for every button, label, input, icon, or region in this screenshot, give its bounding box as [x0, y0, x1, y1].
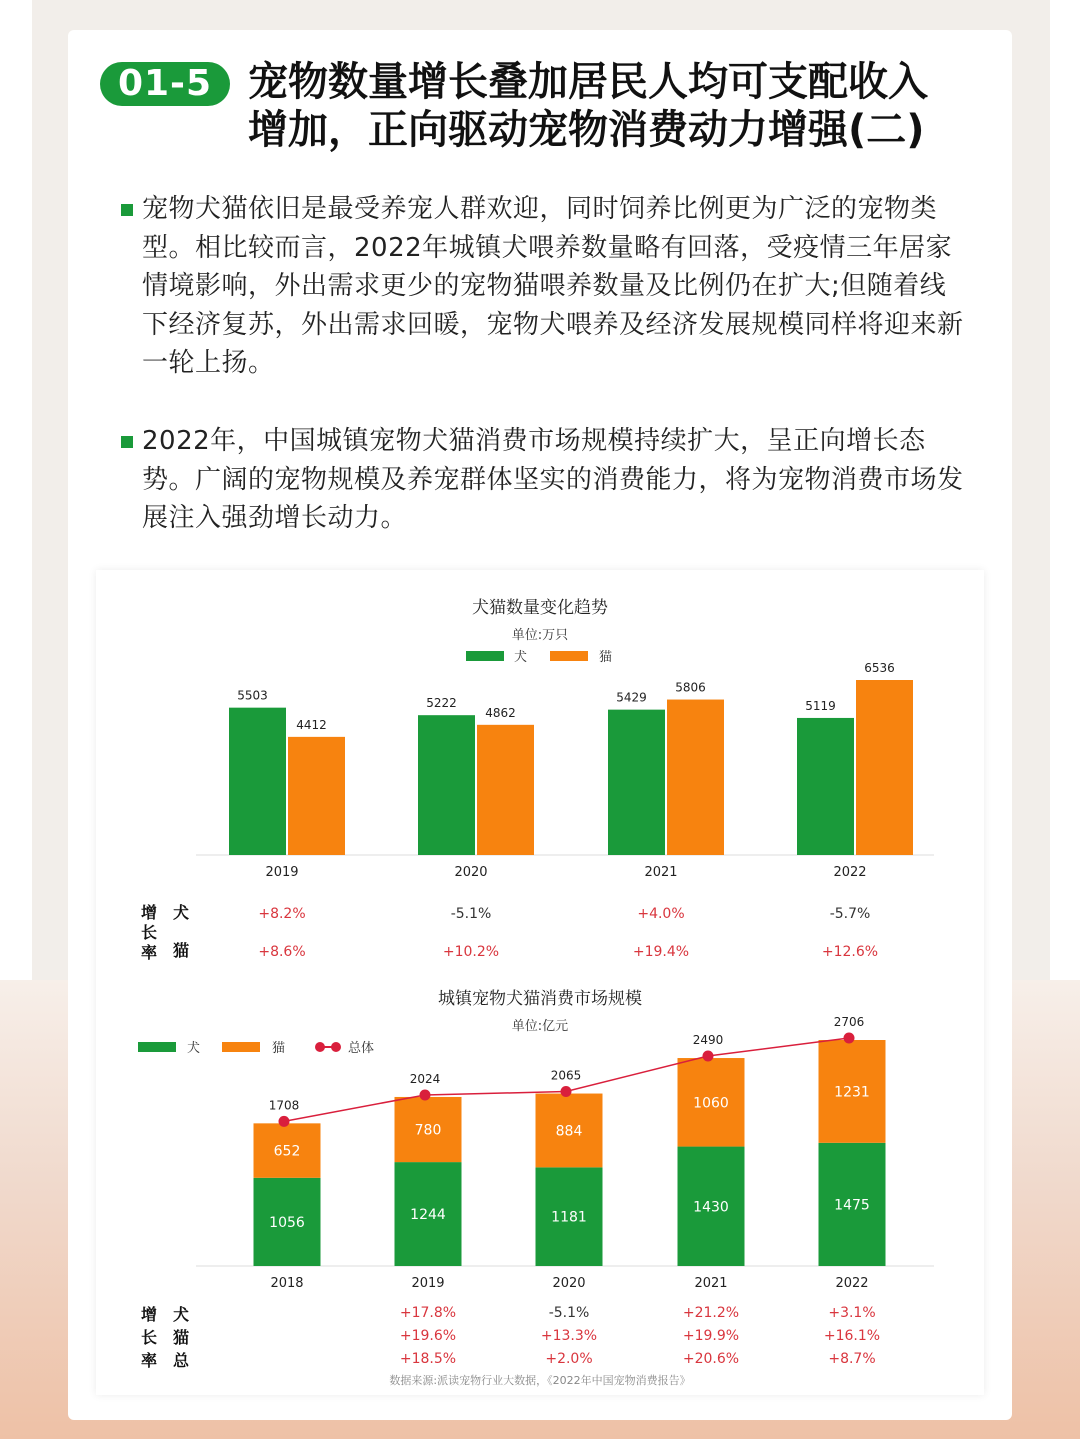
- chart2-value-total-2018: 1708: [268, 1098, 300, 1113]
- chart2-growth-dog-2021: +21.2%: [682, 1305, 740, 1321]
- chart2-legend-dog-label: 犬: [187, 1041, 201, 1056]
- chart1-growth-row-cat: 猫: [172, 941, 190, 960]
- chart1-bar-cat-2021: [667, 700, 724, 855]
- chart2-value-total-2019: 2024: [409, 1071, 441, 1086]
- chart2-value-total-2021: 2490: [692, 1033, 724, 1048]
- chart2-total-point-2022: [844, 1033, 855, 1044]
- chart1-unit: 单位:万只: [511, 628, 569, 643]
- chart2-value-cat-2021: 1060: [693, 1095, 729, 1112]
- paragraph-1: 宠物犬猫依旧是最受养宠人群欢迎，同时饲养比例更为广泛的宠物类型。相比较而言，2022年城镇犬喂养数量略有回落，受疫情三年居家情境影响，外出需求更少的宠物猫喂养数量及比例仍在扩大;但随着线下经济复苏，外出需求回暖，宠物犬喂养及经济发展规模同样将迎来新一轮上扬。: [142, 194, 964, 378]
- chart1-growth-cat-2019: +8.6%: [258, 944, 306, 960]
- chart1-growth-row-dog: 犬: [172, 903, 190, 922]
- chart1-value-cat-2021: 5806: [675, 680, 706, 695]
- chart2-growth-total-2019: +18.5%: [399, 1351, 457, 1367]
- chart1-growth-dog-2019: +8.2%: [258, 906, 306, 922]
- chart2-value-cat-2022: 1231: [834, 1084, 870, 1101]
- chart2-legend-dog-swatch: [138, 1042, 176, 1052]
- chart2-title: 城镇宠物犬猫消费市场规模: [438, 989, 642, 1009]
- chart1-value-dog-2022: 5119: [805, 698, 836, 713]
- chart2-value-total-2022: 2706: [833, 1015, 865, 1029]
- chart2-value-dog-2020: 1181: [551, 1209, 587, 1226]
- chart2-growth-row-cat: 猫: [172, 1328, 190, 1347]
- chart1-title: 犬猫数量变化趋势: [472, 598, 608, 618]
- chart2-growth-row-dog: 犬: [172, 1305, 190, 1324]
- chart2-legend-total-label: 总体: [348, 1041, 375, 1056]
- chart2-growth-dog-2022: +3.1%: [828, 1305, 876, 1321]
- chart1-value-dog-2020: 5222: [426, 696, 457, 711]
- chart2-growth-dog-2019: +17.8%: [399, 1305, 457, 1321]
- bullet-1: [121, 204, 133, 216]
- chart2-growth-row-total: 总: [172, 1351, 190, 1370]
- chart1-growth-cat-2022: +12.6%: [821, 944, 879, 960]
- chart1-growth-label-char-2: 率: [140, 943, 158, 962]
- chart2-growth-cat-2020: +13.3%: [540, 1328, 598, 1344]
- chart1-value-cat-2022: 6536: [864, 661, 895, 675]
- chart1-value-cat-2020: 4862: [485, 705, 516, 720]
- chart1-legend-cat-label: 猫: [599, 650, 613, 665]
- chart1-value-dog-2019: 5503: [237, 688, 268, 703]
- chart2-growth-total-2021: +20.6%: [682, 1351, 740, 1367]
- chart1-bar-dog-2022: [797, 718, 854, 855]
- chart1-value-cat-2019: 4412: [296, 717, 327, 732]
- source-note: 数据来源:派读宠物行业大数据，《2022年中国宠物消费报告》: [389, 1374, 691, 1387]
- chart1-growth-cat-2021: +19.4%: [632, 944, 690, 960]
- chart1-growth-label-char-1: 长: [140, 923, 158, 942]
- chart2-value-cat-2019: 780: [414, 1122, 442, 1139]
- chart1-legend-dog-label: 犬: [514, 650, 528, 665]
- page-title: [248, 58, 988, 154]
- chart2-growth-dog-2020: -5.1%: [548, 1305, 590, 1321]
- chart1-bar-cat-2022: [856, 680, 913, 855]
- chart2-unit: 单位:亿元: [511, 1019, 569, 1034]
- chart1-xtick-2022: 2022: [833, 865, 867, 880]
- chart2-value-cat-2020: 884: [555, 1123, 583, 1140]
- chart2-growth-label-char-0: 增: [140, 1305, 158, 1324]
- chart2-xtick-2019: 2019: [411, 1276, 445, 1291]
- chart2-xtick-2022: 2022: [835, 1276, 869, 1291]
- chart1-value-dog-2021: 5429: [616, 690, 647, 705]
- chart1-xtick-2019: 2019: [265, 865, 299, 880]
- chart2-total-point-2018: [279, 1116, 290, 1127]
- bullet-2: [121, 436, 133, 448]
- chart1-growth-dog-2022: -5.7%: [829, 906, 871, 922]
- title-line-2: 增加，正向驱动宠物消费动力增强(二): [248, 107, 925, 153]
- chart2-total-point-2019: [420, 1089, 431, 1100]
- chart2-legend-cat-swatch: [222, 1042, 260, 1052]
- chart2-value-dog-2019: 1244: [410, 1207, 446, 1224]
- section-tag: 01-5: [100, 62, 230, 106]
- chart2-value-total-2020: 2065: [550, 1068, 582, 1083]
- chart1-bar-cat-2020: [477, 725, 534, 855]
- title-line-1: 宠物数量增长叠加居民人均可支配收入: [248, 59, 928, 105]
- chart2-xtick-2021: 2021: [694, 1276, 728, 1291]
- chart2-growth-cat-2021: +19.9%: [682, 1328, 740, 1344]
- chart2-legend-cat-label: 猫: [272, 1041, 286, 1056]
- chart2-growth-label-char-2: 率: [140, 1351, 158, 1370]
- chart1-bar-dog-2020: [418, 715, 475, 855]
- chart1-xtick-2021: 2021: [644, 865, 678, 880]
- chart2-total-point-2021: [703, 1051, 714, 1062]
- chart2-growth-total-2022: +8.7%: [828, 1351, 876, 1367]
- chart2-value-dog-2022: 1475: [834, 1197, 870, 1214]
- chart1-legend-cat-swatch: [550, 651, 588, 661]
- chart1-growth-dog-2021: +4.0%: [637, 906, 685, 922]
- chart2-growth-label-char-1: 长: [140, 1328, 158, 1347]
- chart1-growth-label-char-0: 增: [140, 903, 158, 922]
- chart2-growth-cat-2019: +19.6%: [399, 1328, 457, 1344]
- chart1-growth-dog-2020: -5.1%: [450, 906, 492, 922]
- chart1-bar-cat-2019: [288, 737, 345, 855]
- chart2-growth-total-2020: +2.0%: [545, 1351, 593, 1367]
- chart2-xtick-2020: 2020: [552, 1276, 586, 1291]
- chart1-xtick-2020: 2020: [454, 865, 488, 880]
- chart1-legend-dog-swatch: [466, 651, 504, 661]
- chart2-value-dog-2018: 1056: [269, 1214, 305, 1231]
- chart2-growth-cat-2022: +16.1%: [823, 1328, 881, 1344]
- charts-svg: [96, 570, 984, 1395]
- chart-panel: [96, 570, 984, 1395]
- chart1-bar-dog-2019: [229, 708, 286, 855]
- paragraph-2: 2022年，中国城镇宠物犬猫消费市场规模持续扩大，呈正向增长态势。广阔的宠物规模及养宠群体坚实的消费能力，将为宠物消费市场发展注入强劲增长动力。: [142, 426, 964, 533]
- chart1-growth-cat-2020: +10.2%: [442, 944, 500, 960]
- chart2-value-dog-2021: 1430: [693, 1199, 729, 1216]
- chart2-xtick-2018: 2018: [270, 1276, 304, 1291]
- chart1-bar-dog-2021: [608, 710, 665, 855]
- chart2-value-cat-2018: 652: [273, 1143, 301, 1160]
- chart2-total-point-2020: [561, 1086, 572, 1097]
